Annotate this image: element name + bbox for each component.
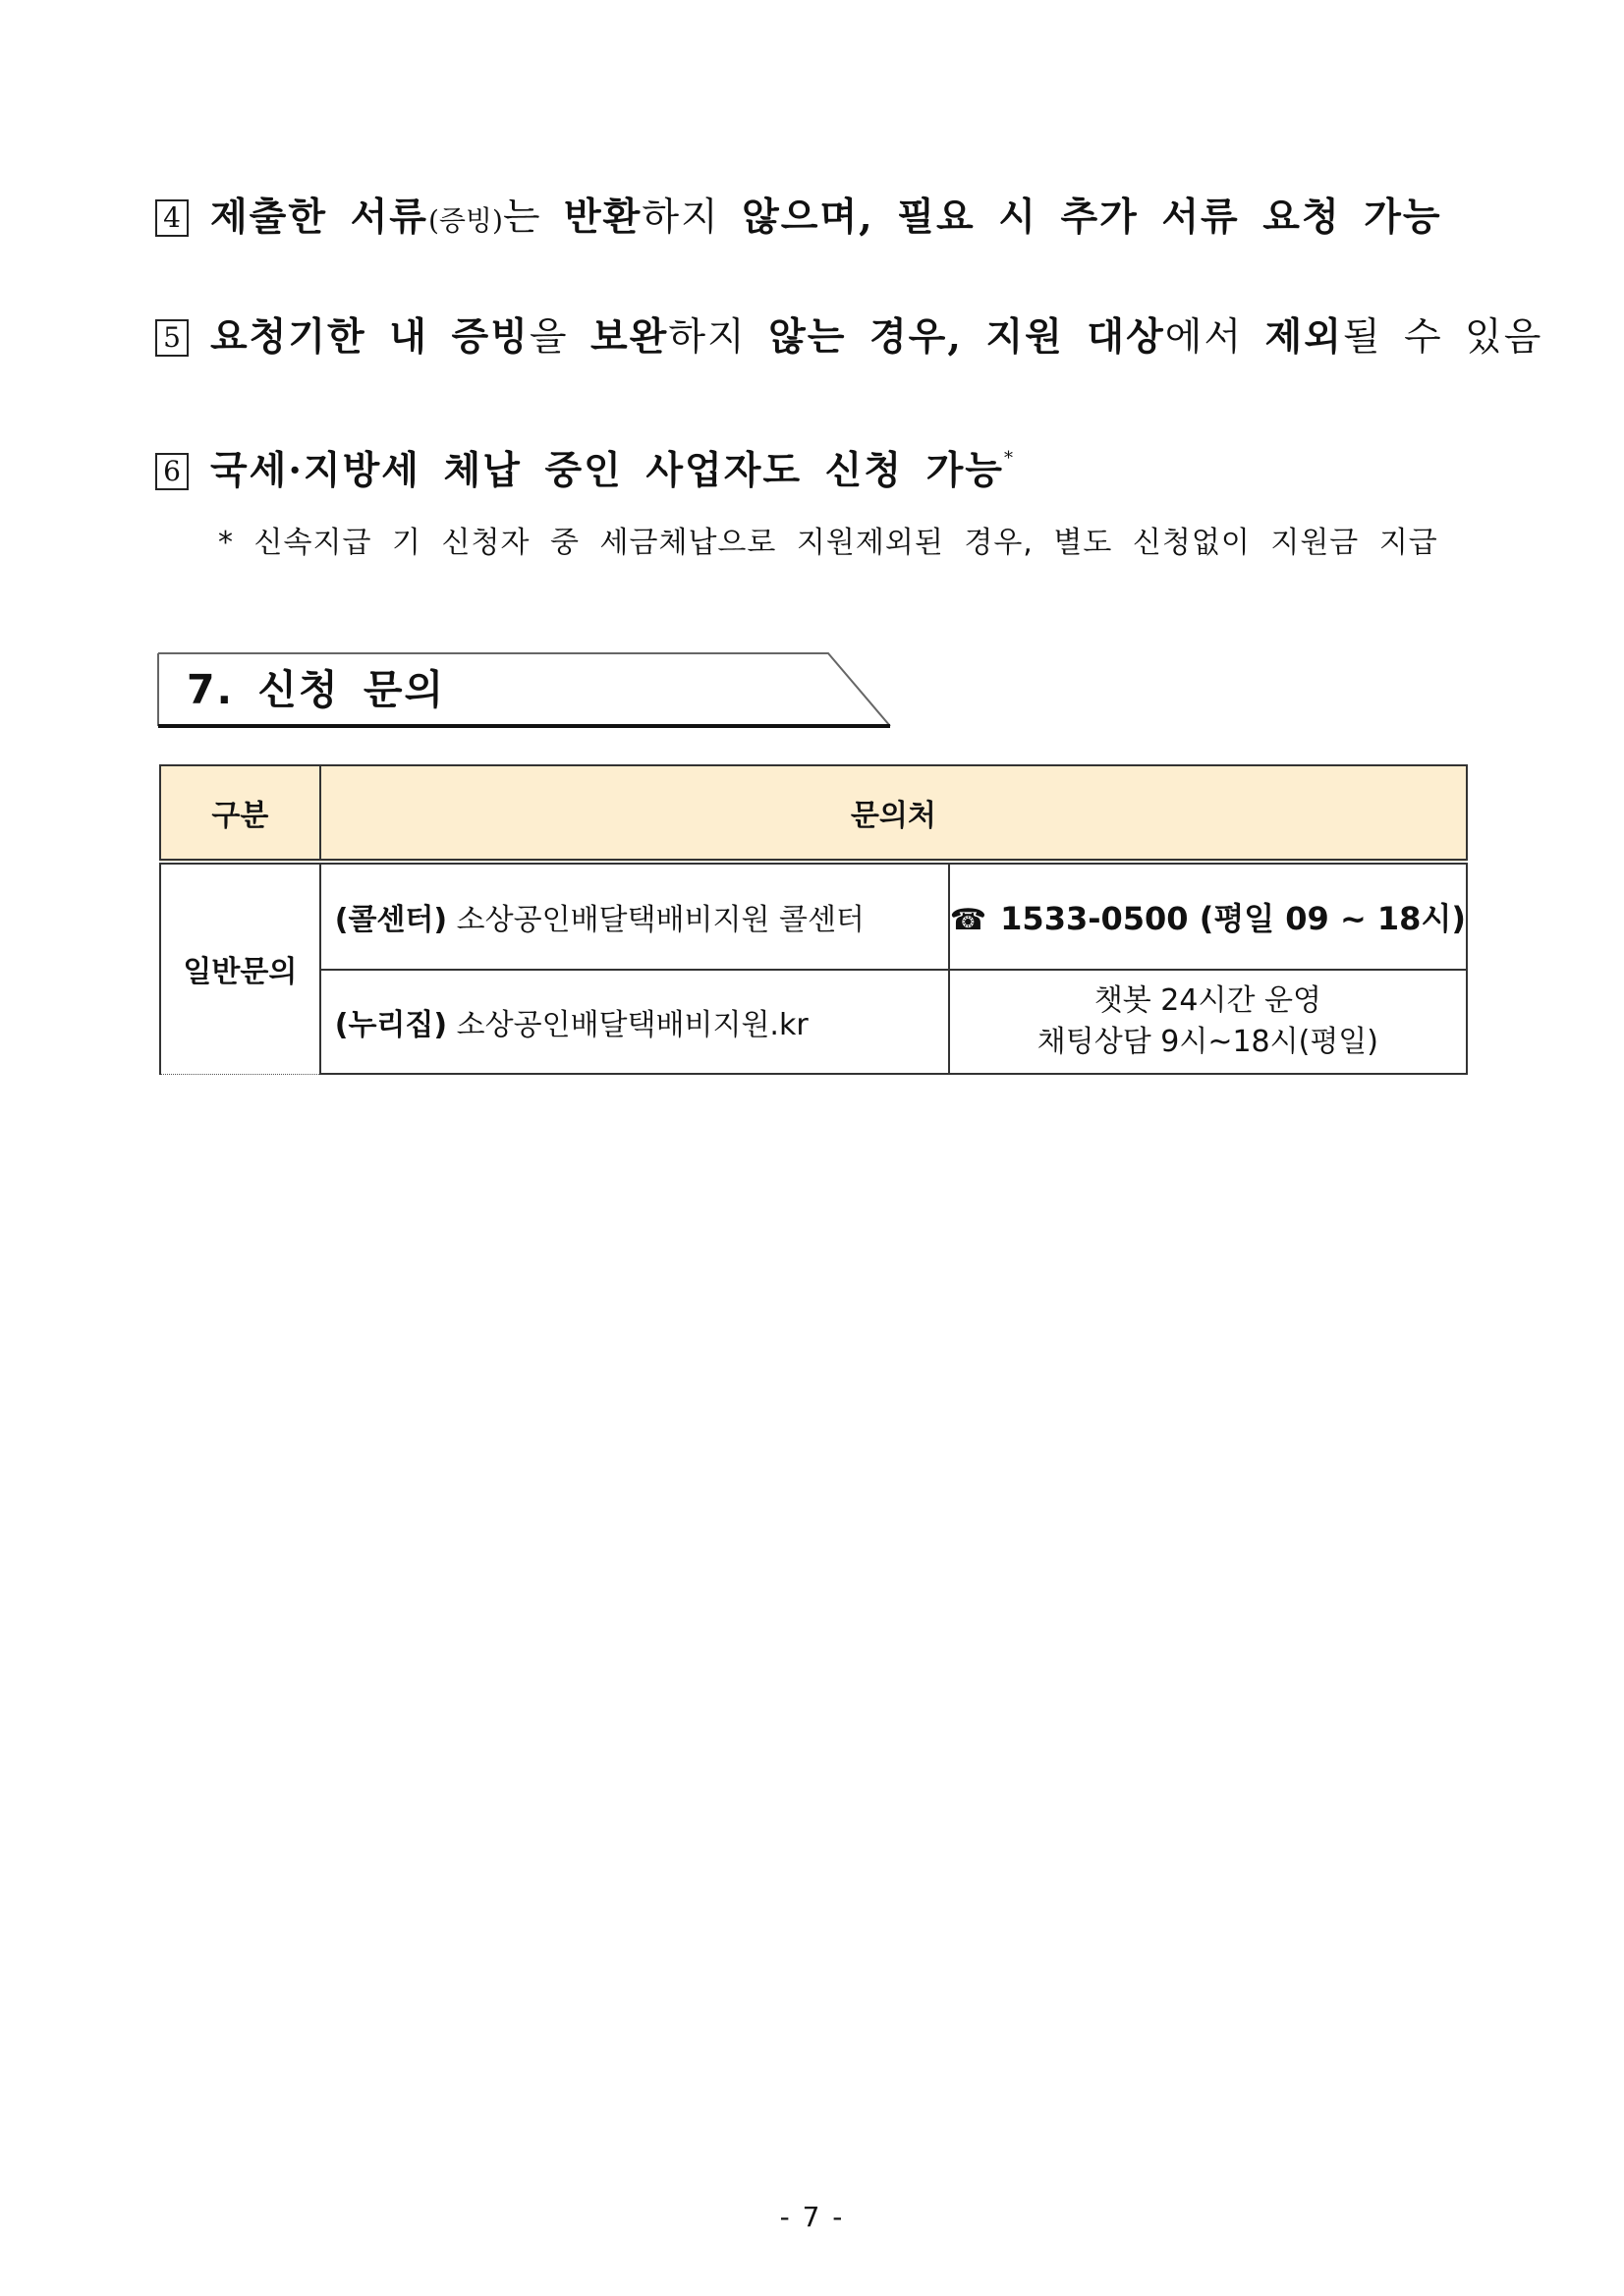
category-general: 일반문의 xyxy=(160,862,320,1074)
callcenter-phone xyxy=(949,862,1467,970)
text-run: 제출한 서류 xyxy=(210,195,428,240)
text-run: 을 xyxy=(529,315,590,360)
text-run: 반환 xyxy=(563,195,643,240)
text-run: 하지 xyxy=(668,315,769,360)
phone-number: 1533-0500 (평일 09 ~ 18시) xyxy=(1000,900,1466,937)
text-run: (증빙) xyxy=(427,204,503,237)
section-title: 7. 신청 문의 xyxy=(187,666,446,713)
text-run: 제외 xyxy=(1264,314,1343,360)
channel-callcenter xyxy=(320,862,949,970)
text-run: 않는 경우, 지원 대상 xyxy=(768,314,1165,360)
channel-label: (콜센터) xyxy=(334,903,448,937)
text-run: 에서 xyxy=(1164,315,1265,360)
channel-value: 소상공인배달택배비지원 콜센터 xyxy=(447,903,865,937)
channel-website xyxy=(320,970,949,1074)
page-number: - 7 - xyxy=(779,2201,845,2233)
text-run: 는 xyxy=(502,196,564,240)
table-header-row xyxy=(160,765,1467,862)
channel-label: (누리집) xyxy=(334,1008,448,1042)
chatbot-hours: 챗봇 24시간 운영 xyxy=(1093,983,1321,1018)
table-row xyxy=(160,862,1467,970)
header-category: 구분 xyxy=(160,765,320,862)
item-number-box: 5 xyxy=(155,319,189,357)
item-number-box: 4 xyxy=(155,199,189,237)
text-run: 될 수 있음 xyxy=(1342,315,1543,360)
table-row xyxy=(160,970,1467,1074)
item-text xyxy=(210,449,1004,493)
contact-table xyxy=(159,764,1468,1075)
phone-icon: ☎ xyxy=(949,903,987,937)
text-run: 않으며, 필요 시 추가 서류 요청 가능 xyxy=(742,195,1442,240)
text-run: 요청기한 내 증빙 xyxy=(210,314,530,360)
notice-item-4 xyxy=(155,193,1472,246)
header-contact: 문의처 xyxy=(320,765,1467,862)
footnote-marker: * xyxy=(1003,448,1013,469)
item-number-box: 6 xyxy=(155,453,189,490)
text-run: 보완 xyxy=(589,314,669,360)
chat-consult-hours: 채팅상담 9시~18시(평일) xyxy=(1036,1025,1378,1059)
item-text xyxy=(210,196,1442,240)
item-text xyxy=(210,315,1542,360)
section-heading xyxy=(157,651,894,728)
text-run: 하지 xyxy=(642,196,743,240)
website-hours xyxy=(949,970,1467,1074)
footnote-text: * 신속지급 기 신청자 중 세금체납으로 지원제외된 경우, 별도 신청없이 지원금 지급 xyxy=(218,526,1438,560)
channel-value: 소상공인배달택배비지원.kr xyxy=(447,1008,809,1042)
notice-item-6 xyxy=(155,434,1472,496)
notice-item-5 xyxy=(155,312,1543,363)
text-run: 국세·지방세 체납 중인 사업자도 신청 가능 xyxy=(210,448,1004,493)
